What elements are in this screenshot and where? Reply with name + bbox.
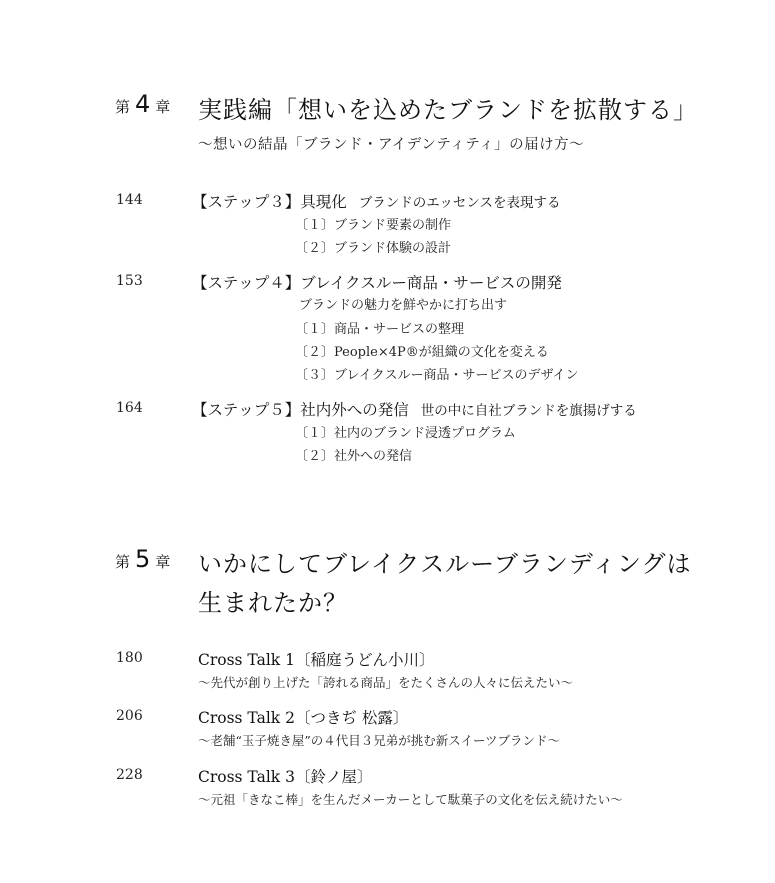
page-number: 228 — [116, 767, 143, 783]
cross-talk-subtitle: 〜元祖「きなこ棒」を生んだメーカーとして駄菓子の文化を伝え続けたい〜 — [198, 792, 623, 807]
step-subitem: 〔１〕ブランド要素の制作 — [295, 218, 452, 233]
chapter-4-title: 実践編「想いを込めたブランドを拡散する」 — [198, 96, 698, 124]
chapter-4-subtitle: 〜想いの結晶「ブランド・アイデンティティ」の届け方〜 — [198, 137, 585, 153]
step-description: ブランドのエッセンスを表現する — [358, 195, 561, 211]
chapter-5-label — [115, 545, 170, 573]
chapter-5-title-line1: いかにしてブレイクスルーブランディングは — [198, 550, 692, 578]
step-subitem: 〔３〕ブレイクスルー商品・サービスのデザイン — [295, 368, 579, 383]
step-subitem: 〔２〕社外への発信 — [295, 449, 413, 464]
page-number: 144 — [116, 192, 143, 208]
step-description: 世の中に自社ブランドを旗揚げする — [420, 403, 637, 419]
page-number: 164 — [116, 400, 143, 416]
step-title: 【ステップ５】社内外への発信 — [192, 401, 409, 419]
step-subitem: 〔１〕社内のブランド浸透プログラム — [295, 426, 516, 441]
cross-talk-title: Cross Talk 2〔つきぢ 松露〕 — [198, 709, 409, 727]
chapter-label-suffix: 章 — [155, 553, 171, 571]
step-title: 【ステップ４】ブレイクスルー商品・サービスの開発 — [192, 274, 562, 292]
chapter-label-suffix: 章 — [155, 98, 171, 116]
chapter-label-prefix: 第 — [115, 98, 131, 116]
step-heading — [192, 398, 637, 420]
page-number: 153 — [116, 273, 143, 289]
step-subitem: 〔２〕People×4P®が組織の文化を変える — [295, 345, 549, 360]
step-subitem: 〔２〕ブランド体験の設計 — [295, 241, 452, 256]
step-subitem: 〔１〕商品・サービスの整理 — [295, 322, 465, 337]
step-title: 【ステップ３】具現化 — [192, 193, 347, 211]
step-description: ブランドの魅力を鮮やかに打ち出す — [299, 298, 508, 313]
cross-talk-title: Cross Talk 1〔稲庭うどん小川〕 — [198, 651, 435, 669]
chapter-5-title-line2: 生まれたか？ — [198, 589, 348, 617]
chapter-number: 5 — [135, 545, 151, 573]
chapter-4-label — [115, 90, 170, 118]
cross-talk-title: Cross Talk 3〔鈴ノ屋〕 — [198, 768, 373, 786]
page-number: 206 — [116, 708, 143, 724]
cross-talk-subtitle: 〜老舗“玉子焼き屋”の４代目３兄弟が挑む新スイーツブランド〜 — [198, 733, 561, 748]
chapter-label-prefix: 第 — [115, 553, 131, 571]
chapter-number: 4 — [135, 90, 151, 118]
step-heading — [192, 190, 561, 212]
page-number: 180 — [116, 650, 143, 666]
cross-talk-subtitle: 〜先代が創り上げた「誇れる商品」をたくさんの人々に伝えたい〜 — [198, 675, 574, 690]
